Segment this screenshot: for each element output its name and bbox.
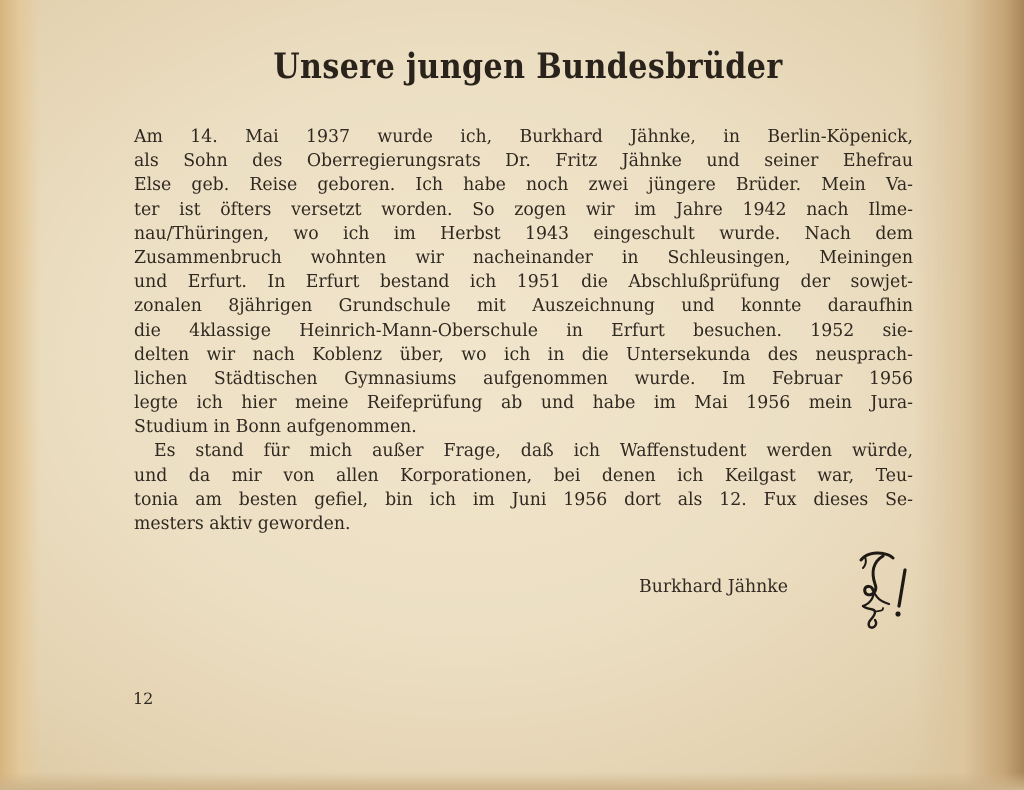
text-line: und Erfurt. In Erfurt bestand ich 1951 die Abschlußprüfung der sowjet- [134,272,913,293]
text-line: zonalen 8jährigen Grundschule mit Auszeichnung und konnte daraufhin [134,296,913,317]
page-edge-shadow-bottom [0,772,1024,790]
text-line: ter ist öfters versetzt worden. So zogen wir im Jahre 1942 nach Ilme- [134,199,913,220]
text-line: nau/Thüringen, wo ich im Herbst 1943 eingeschult wurde. Nach dem [134,223,913,244]
text-line: mesters aktiv geworden. [134,514,351,534]
text-line: Else geb. Reise geboren. Ich habe noch zwei jüngere Brüder. Mein Va- [134,175,913,196]
text-line: legte ich hier meine Reifeprüfung ab und habe im Mai 1956 mein Jura- [134,393,913,414]
page-title: Unsere jungen Bundesbrüder [273,46,783,87]
text-line: und da mir von allen Korporationen, bei denen ich Keilgast war, Teu- [134,465,913,486]
text-line: Am 14. Mai 1937 wurde ich, Burkhard Jähnke, in Berlin-Köpenick, [134,127,913,147]
page-number: 12 [133,689,154,708]
text-line: Zusammenbruch wohnten wir nacheinander in Schleusingen, Meiningen [134,247,913,268]
page-gutter-shadow-right [914,0,1024,790]
text-line: delten wir nach Koblenz über, wo ich in die Untersekunda des neusprach- [134,344,913,365]
text-line: Es stand für mich außer Frage, daß ich Waffenstudent werden würde, [154,441,913,462]
text-line: als Sohn des Oberregierungsrats Dr. Fritz Jähnke und seiner Ehefrau [134,151,913,172]
page-edge-shadow-left [0,0,40,790]
biography-text [134,125,913,536]
text-line: lichen Städtischen Gymnasiums aufgenommen wurde. Im Februar 1956 [134,368,913,389]
text-line: die 4klassige Heinrich-Mann-Oberschule in Erfurt besuchen. 1952 sie- [134,320,913,341]
text-line: Studium in Bonn aufgenommen. [134,417,417,438]
fraternity-monogram-icon [853,548,915,630]
text-line: tonia am besten gefiel, bin ich im Juni 1956 dort als 12. Fux dieses Se- [134,489,913,510]
signature-name: Burkhard Jähnke [639,577,789,597]
